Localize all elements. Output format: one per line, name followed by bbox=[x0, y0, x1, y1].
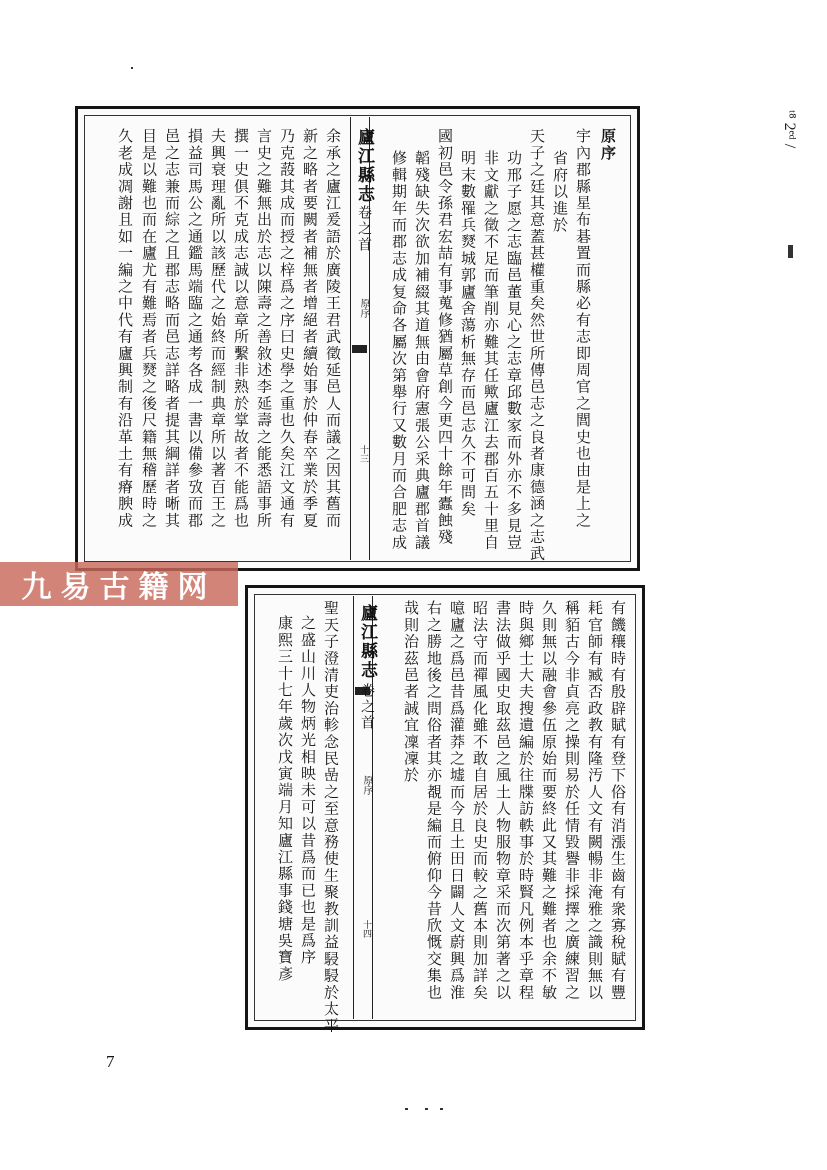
bottom-spine-title: 廬江縣志 bbox=[357, 604, 377, 680]
text-column: 有饑穰時有殷辟賦有登下俗有消漲生齒有衆寡稅賦有豐 bbox=[609, 600, 627, 1001]
text-column: 明末數罹兵燹城郭廬舍蕩析無存而邑志久不可問矣 bbox=[459, 150, 477, 518]
top-spine-section: 原序 bbox=[358, 298, 369, 318]
watermark-banner bbox=[0, 562, 238, 606]
text-column: 功邢子愿之志臨邑董見心之志章邱數家而外亦不多見豈 bbox=[505, 150, 523, 551]
text-column: 耗官師有臧否政教有隆汚人文有闕暢非淹雅之識則無以 bbox=[586, 600, 604, 1001]
text-column: 天子之廷其意蓋甚權重矣然世所傳邑志之良者康德涵之志武 bbox=[528, 128, 546, 563]
text-column: 噫廬之爲邑昔爲灌莽之墟而今且土田日闢人文蔚興爲淮 bbox=[448, 600, 466, 1001]
text-column: 國初邑令孫君宏喆有事蒐修猶屬草創今更四十餘年蠹蝕殘 bbox=[436, 128, 454, 546]
text-column: 損益司馬公之通鑑馬端臨之通考各成一書以備參攷而郡 bbox=[186, 128, 204, 529]
text-column: 原序 bbox=[599, 128, 617, 162]
text-column: 聖天子澄清吏治軫念民嵒之至意務使生聚教訓益駸駸於太平 bbox=[322, 600, 340, 1035]
text-column: 撰一史俱不克成志誠以意章所繫非熟於掌故者不能爲也 bbox=[232, 128, 250, 529]
text-column: 夫興衰理亂所以該歷代之始終而經制典章所以著百王之 bbox=[209, 128, 227, 529]
text-column: 言史之難無出於志以陳壽之善敘述李延壽之能悉語事所 bbox=[255, 128, 273, 529]
top-spine-fishtail bbox=[352, 345, 367, 353]
text-column: 余承之廬江爰語於廣陵王君武徵延邑人而議之因其舊而 bbox=[324, 128, 342, 529]
text-column: 邑之志兼而綜之且郡志略而邑志詳略者提其綱詳者晰其 bbox=[163, 128, 181, 529]
text-column: 哉則治茲邑者誠宜凜凜於 bbox=[402, 600, 420, 784]
text-column: 昭法守而禪風化雖不敢自居於良史而較之舊本則加詳矣 bbox=[471, 600, 489, 1001]
text-column: 非文獻之徵不足而筆削亦難其任歟廬江去郡百五十里自 bbox=[482, 150, 500, 551]
text-column: 省府以進於 bbox=[551, 150, 569, 234]
bottom-spine-page-number: 十四 bbox=[361, 920, 371, 938]
margin-handwritten-note: ᵗ⁸ 2ᵉᵈ / bbox=[781, 110, 798, 149]
bottom-spine-section: 原序 bbox=[361, 775, 372, 795]
text-column: 之盛山川人物炳光相映未可以昔爲而已也是爲序 bbox=[299, 615, 317, 966]
watermark-text: 九易古籍网 bbox=[21, 570, 217, 605]
text-column: 時與鄉士大夫搜遺編於往牒訪軼事於時賢凡例本乎章程 bbox=[517, 600, 535, 1001]
scan-dot bbox=[405, 1108, 408, 1110]
text-column: 目是以難也而在廬尤有難焉者兵燹之後尺籍無稽歷時之 bbox=[140, 128, 158, 529]
scan-mark bbox=[788, 245, 793, 258]
text-column: 修輯期年而郡志成复命各屬次第舉行又數月而合肥志成 bbox=[390, 150, 408, 551]
text-column: 康熙三十七年歲次戊寅端月知廬江縣事錢塘吳寶彥 bbox=[276, 615, 294, 983]
text-column: 久老成凋謝且如一編之中代有廬興制有沿革土有瘠腴成 bbox=[116, 128, 134, 529]
text-column: 書法做乎國史取茲邑之風土人物服物章采而次第著之以 bbox=[494, 600, 512, 1001]
top-spine-volume: 卷之首 bbox=[356, 205, 372, 253]
text-column: 久則無以融會參伍原始而要終此又其難之難者也余不敏 bbox=[540, 600, 558, 1001]
text-column: 韜殘缺失次欲加補綴其道無由會府憲張公采典廬郡首議 bbox=[413, 150, 431, 551]
text-column: 宇內郡縣星布碁置而縣必有志即周官之閭史也由是上之 bbox=[574, 128, 592, 529]
text-column: 新之略者要闕者補無者增絕者續始事於仲春卒業於季夏 bbox=[301, 128, 319, 529]
scan-dot bbox=[440, 1108, 443, 1110]
text-column: 稱貊古今非貞亮之操則易於任情毀譽非採擇之廣練習之 bbox=[563, 600, 581, 1001]
bottom-spine-volume: 卷之首 bbox=[359, 683, 375, 731]
top-spine-title: 廬江縣志 bbox=[354, 128, 374, 204]
text-column: 乃克蔎其成而授之梓爲之序曰史學之重也久矣江文通有 bbox=[278, 128, 296, 529]
top-spine-page-number: 十三 bbox=[358, 445, 368, 463]
scan-dot bbox=[131, 67, 133, 69]
text-column: 右之勝地後之問俗者其亦覩是編而俯仰今昔欣慨交集也 bbox=[425, 600, 443, 1001]
scan-dot bbox=[425, 1108, 428, 1110]
page-number: 7 bbox=[106, 1052, 115, 1071]
